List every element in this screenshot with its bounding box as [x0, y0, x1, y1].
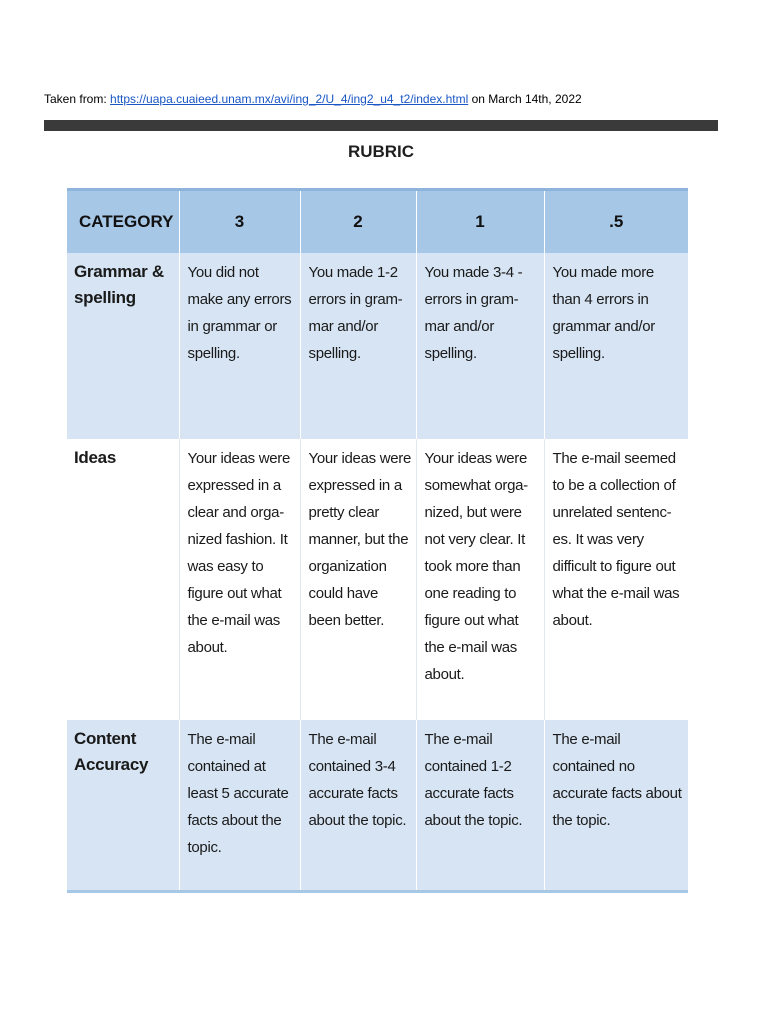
- header-score-1: 1: [416, 190, 544, 254]
- source-citation: [44, 92, 582, 106]
- rubric-title: RUBRIC: [347, 142, 415, 161]
- header-score-half: .5: [544, 190, 688, 254]
- table-cell: You did not make any errors in grammar or spelling.: [179, 253, 300, 439]
- source-link[interactable]: https://uapa.cuaieed.unam.mx/avi/ing_2/U_4/ing2_u4_t2/index.html: [110, 92, 469, 106]
- table-cell: The e-mail contained no accurate facts about the topic.: [544, 720, 688, 892]
- table-cell: Your ideas were somewhat orga-nized, but were not very clear. It took more than one reading to figure out what the e-mail was about.: [416, 439, 544, 720]
- rubric-scan: [44, 120, 718, 900]
- rubric-header-row: [67, 190, 688, 254]
- table-cell: The e-mail seemed to be a collection of unrelated sentenc-es. It was very difficult to figure out what the e-mail was about.: [544, 439, 688, 720]
- rubric-table: [67, 188, 688, 893]
- header-score-2: 2: [300, 190, 416, 254]
- table-cell: You made 3-4 - errors in gram-mar and/or spelling.: [416, 253, 544, 439]
- table-cell: You made 1-2 errors in gram-mar and/or spelling.: [300, 253, 416, 439]
- table-row: [67, 439, 688, 720]
- table-row: [67, 253, 688, 439]
- citation-prefix: Taken from:: [44, 92, 111, 106]
- header-category: CATEGORY: [67, 190, 179, 254]
- top-divider-bar: [44, 120, 718, 131]
- category-content-accuracy: Content Accuracy: [67, 720, 179, 892]
- table-cell: Your ideas were expressed in a clear and orga-nized fashion. It was easy to figure out what the e-mail was about.: [179, 439, 300, 720]
- category-grammar-spelling: Grammar & spelling: [67, 253, 179, 439]
- category-ideas: Ideas: [67, 439, 179, 720]
- table-cell: You made more than 4 errors in grammar and/or spelling.: [544, 253, 688, 439]
- table-cell: The e-mail contained 3-4 accurate facts about the topic.: [300, 720, 416, 892]
- table-cell: The e-mail contained at least 5 accurate facts about the topic.: [179, 720, 300, 892]
- table-cell: The e-mail contained 1-2 accurate facts about the topic.: [416, 720, 544, 892]
- table-cell: Your ideas were expressed in a pretty clear manner, but the organization could have been better.: [300, 439, 416, 720]
- table-row: [67, 720, 688, 892]
- citation-date: on March 14th, 2022: [468, 92, 582, 106]
- header-score-3: 3: [179, 190, 300, 254]
